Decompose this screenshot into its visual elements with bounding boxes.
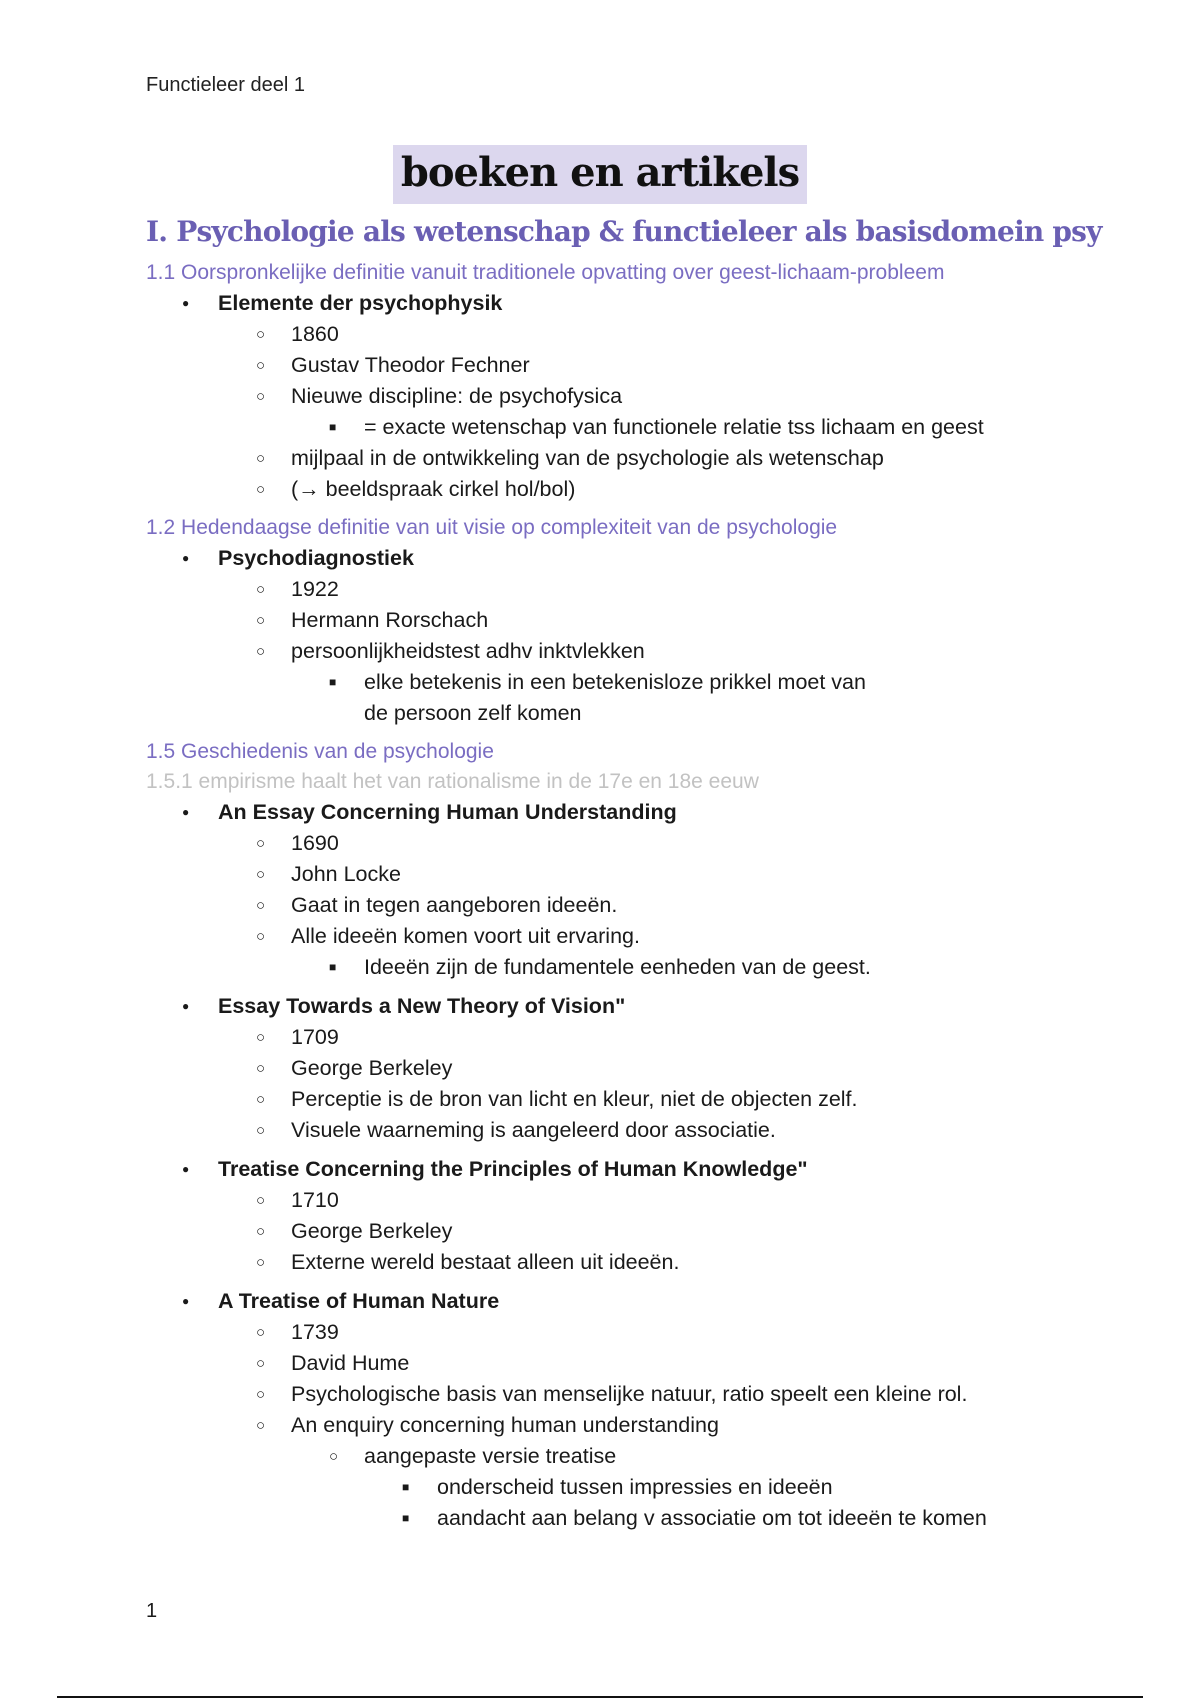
list-item: ○ 1922 [146,574,1096,605]
list-item: ■ aandacht aan belang v associatie om tot ideeën te komen [146,1503,1096,1534]
list-berkeley-vision [146,991,1096,1146]
list-item: ○ persoonlijkheidstest adhv inktvlekken [146,636,1096,667]
list-item: ○ Perceptie is de bron van licht en kleur, niet de objecten zelf. [146,1084,1096,1115]
list-item: ○ aangepaste versie treatise [146,1441,1096,1472]
page-title: boeken en artikels [393,145,807,204]
list-hume [146,1286,1096,1534]
list-item: ○ Externe wereld bestaat alleen uit ideeën. [146,1247,1096,1278]
book-title: ● Essay Towards a New Theory of Vision" [146,991,1096,1022]
section-heading-1-1: 1.1 Oorspronkelijke definitie vanuit traditionele opvatting over geest-lichaam-probleem [146,261,945,284]
list-item: ○ An enquiry concerning human understanding [146,1410,1096,1441]
book-title: ● A Treatise of Human Nature [146,1286,1096,1317]
list-item: ○ David Hume [146,1348,1096,1379]
page-bottom-rule [57,1696,1143,1698]
list-item: ○ mijlpaal in de ontwikkeling van de psychologie als wetenschap [146,443,1096,474]
page-number: 1 [146,1600,158,1622]
list-rorschach [146,543,1096,729]
list-item: ○ 1709 [146,1022,1096,1053]
list-item: ○ 1710 [146,1185,1096,1216]
list-item: ○ Nieuwe discipline: de psychofysica [146,381,1096,412]
book-title: ● Psychodiagnostiek [146,543,1096,574]
list-item: ○ Gustav Theodor Fechner [146,350,1096,381]
list-fechner [146,288,1096,505]
document-body [146,215,1102,1534]
document-header: Functieleer deel 1 [146,74,305,96]
section-heading-1-2: 1.2 Hedendaagse definitie van uit visie op complexiteit van de psychologie [146,516,838,539]
list-item: ○ Psychologische basis van menselijke natuur, ratio speelt een kleine rol. [146,1379,1096,1410]
list-item: ■ onderscheid tussen impressies en ideeën [146,1472,1096,1503]
list-item: ○ 1690 [146,828,1096,859]
book-title: ● Elemente der psychophysik [146,288,1096,319]
list-item: ○ Alle ideeën komen voort uit ervaring. [146,921,1096,952]
section-heading-1-5: 1.5 Geschiedenis van de psychologie [146,740,494,763]
list-item: ○ (→ beeldspraak cirkel hol/bol) [146,474,1096,505]
chapter-heading: I. Psychologie als wetenschap & functieleer als basisdomein psy [146,215,1102,248]
list-item: ○ George Berkeley [146,1053,1096,1084]
book-title: ● Treatise Concerning the Principles of Human Knowledge" [146,1154,1096,1185]
list-item: ○ 1860 [146,319,1096,350]
book-title: ● An Essay Concerning Human Understanding [146,797,1096,828]
list-item: ○ George Berkeley [146,1216,1096,1247]
subsection-heading-1-5-1: 1.5.1 empirisme haalt het van rationalisme in de 17e en 18e eeuw [146,770,759,793]
title-wrapper [0,145,1200,204]
list-locke [146,797,1096,983]
list-item: ○ Gaat in tegen aangeboren ideeën. [146,890,1096,921]
list-berkeley-knowledge [146,1154,1096,1278]
list-item: ■ = exacte wetenschap van functionele relatie tss lichaam en geest [146,412,1096,443]
list-item: ■ Ideeën zijn de fundamentele eenheden van de geest. [146,952,1096,983]
list-item: ■ elke betekenis in een betekenisloze prikkel moet van de persoon zelf komen [146,667,894,729]
list-item: ○ John Locke [146,859,1096,890]
list-item: ○ 1739 [146,1317,1096,1348]
list-item: ○ Hermann Rorschach [146,605,1096,636]
list-item: ○ Visuele waarneming is aangeleerd door associatie. [146,1115,1096,1146]
